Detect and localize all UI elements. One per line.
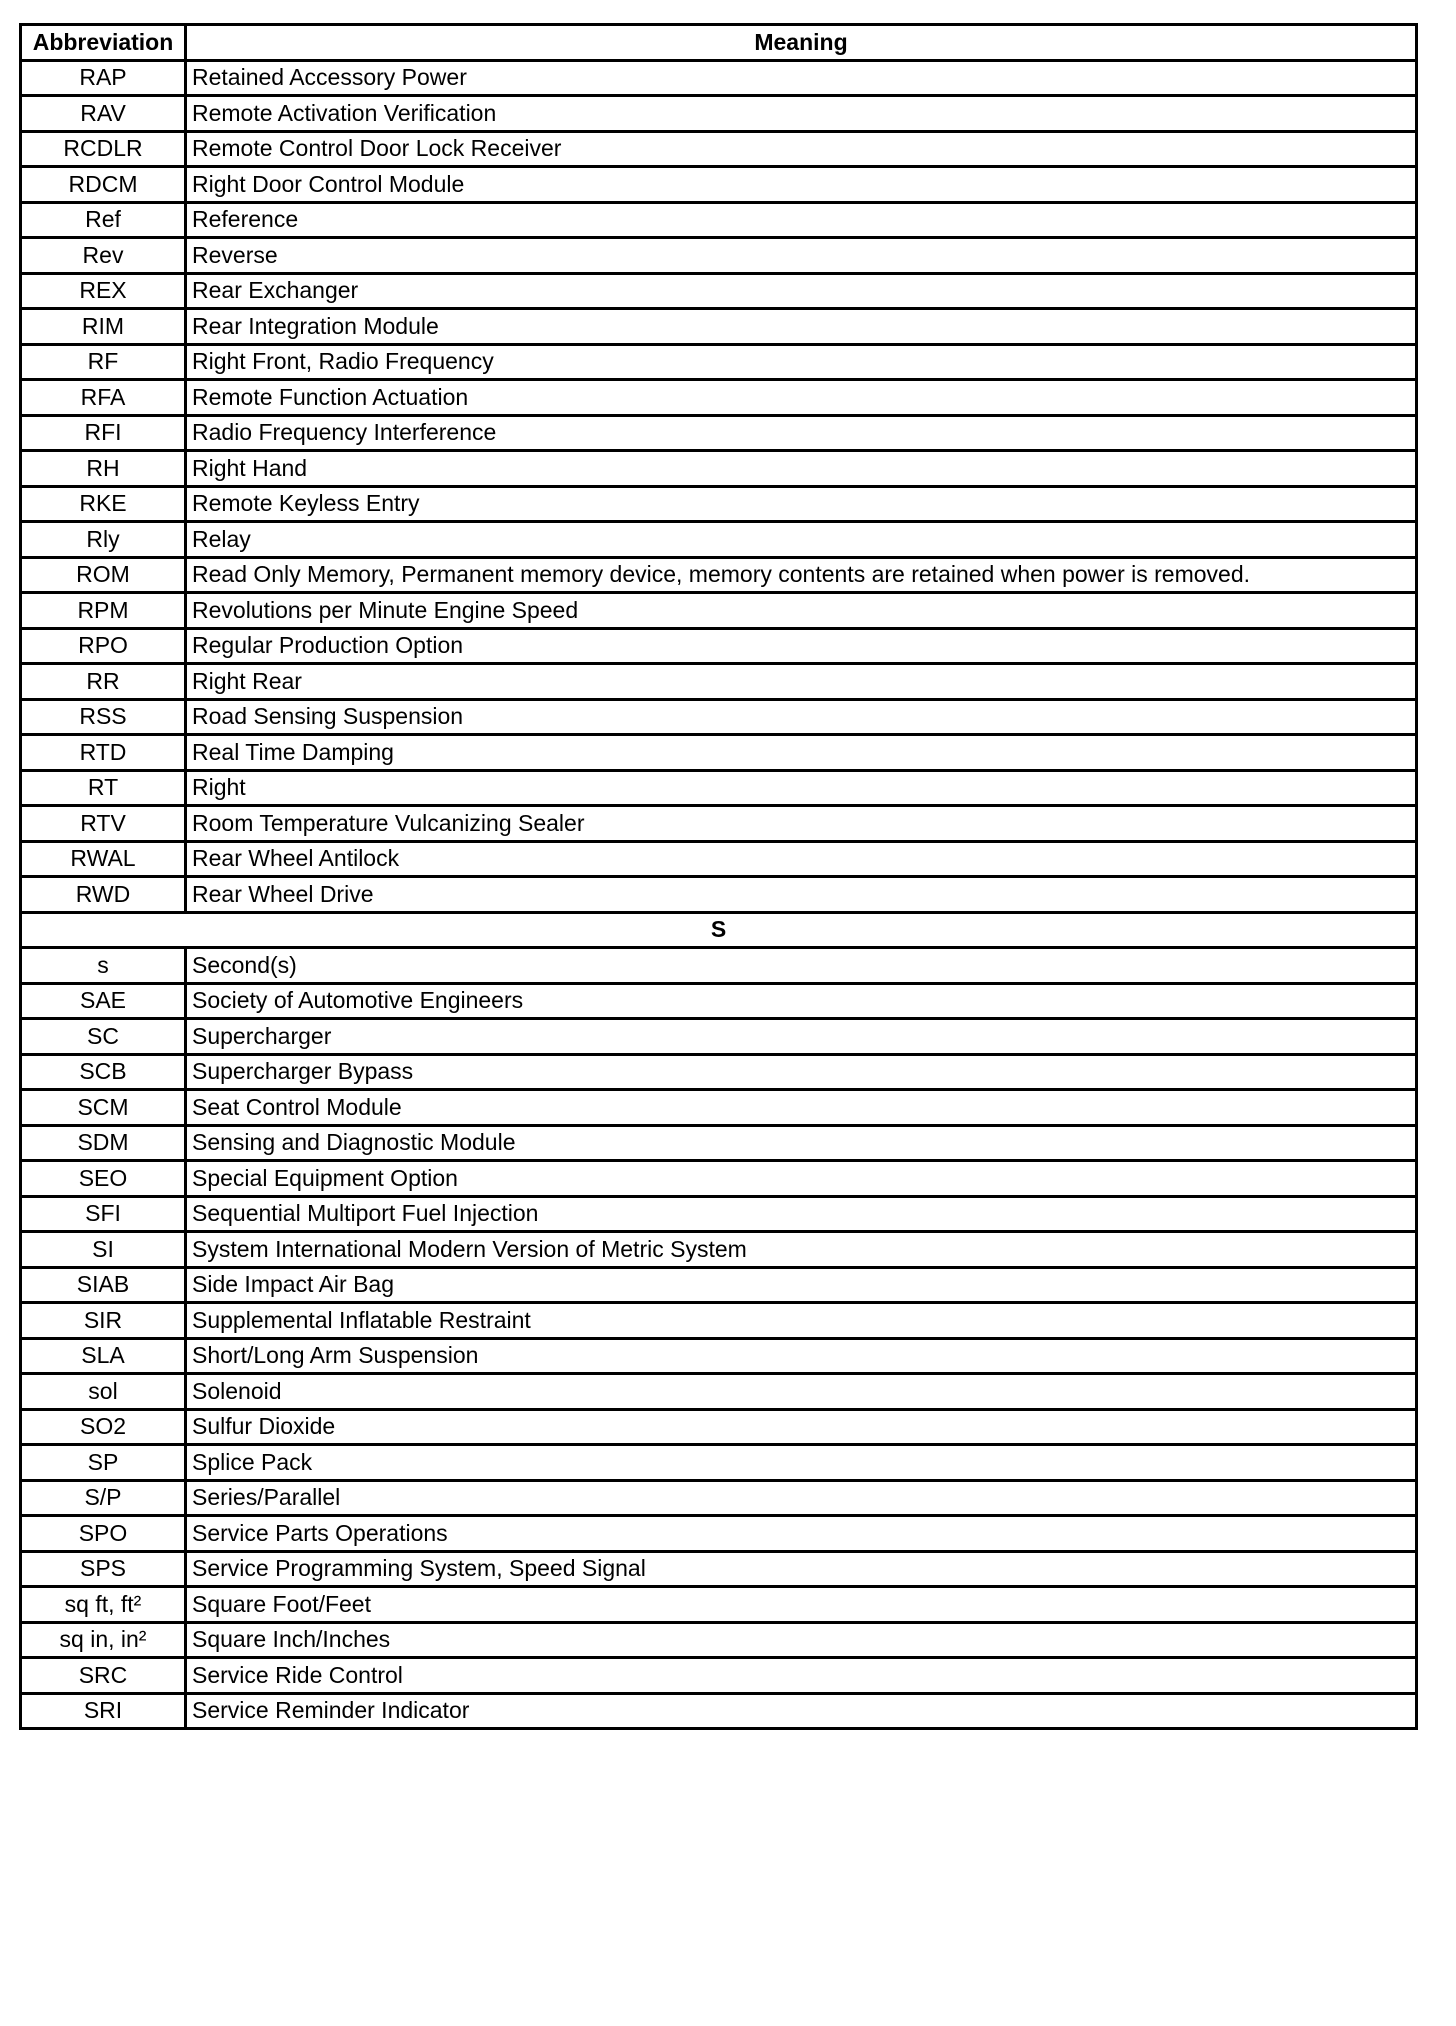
table-row xyxy=(21,1480,1417,1516)
abbreviation-cell: SDM xyxy=(21,1125,186,1161)
meaning-cell: Radio Frequency Interference xyxy=(186,415,1417,451)
meaning-cell: Side Impact Air Bag xyxy=(186,1267,1417,1303)
abbreviation-cell: RCDLR xyxy=(21,131,186,167)
abbreviation-cell: RTV xyxy=(21,806,186,842)
table-row xyxy=(21,1125,1417,1161)
meaning-cell: Supercharger Bypass xyxy=(186,1054,1417,1090)
meaning-cell: System International Modern Version of Metric System xyxy=(186,1232,1417,1268)
table-row xyxy=(21,593,1417,629)
abbreviation-cell: RAV xyxy=(21,96,186,132)
abbreviation-cell: RT xyxy=(21,770,186,806)
table-row xyxy=(21,96,1417,132)
table-row xyxy=(21,1019,1417,1055)
abbreviation-cell: Rly xyxy=(21,522,186,558)
abbreviation-cell: SIAB xyxy=(21,1267,186,1303)
table-row xyxy=(21,344,1417,380)
table-row xyxy=(21,1267,1417,1303)
abbreviation-cell: SO2 xyxy=(21,1409,186,1445)
meaning-cell: Sensing and Diagnostic Module xyxy=(186,1125,1417,1161)
abbreviation-cell: RDCM xyxy=(21,167,186,203)
abbreviation-table xyxy=(19,23,1418,1730)
table-row xyxy=(21,770,1417,806)
table-row xyxy=(21,1338,1417,1374)
section-row xyxy=(21,912,1417,948)
abbreviation-header: Abbreviation xyxy=(21,25,186,61)
meaning-cell: Rear Exchanger xyxy=(186,273,1417,309)
abbreviation-cell: SAE xyxy=(21,983,186,1019)
table-row xyxy=(21,948,1417,984)
abbreviation-cell: SI xyxy=(21,1232,186,1268)
table-row xyxy=(21,1054,1417,1090)
meaning-cell: Regular Production Option xyxy=(186,628,1417,664)
abbreviation-cell: ROM xyxy=(21,557,186,593)
meaning-cell: Series/Parallel xyxy=(186,1480,1417,1516)
meaning-cell: Supplemental Inflatable Restraint xyxy=(186,1303,1417,1339)
table-row xyxy=(21,415,1417,451)
meaning-cell: Special Equipment Option xyxy=(186,1161,1417,1197)
abbreviation-cell: SFI xyxy=(21,1196,186,1232)
meaning-cell: Remote Activation Verification xyxy=(186,96,1417,132)
table-row xyxy=(21,380,1417,416)
meaning-cell: Seat Control Module xyxy=(186,1090,1417,1126)
abbreviation-cell: SCB xyxy=(21,1054,186,1090)
meaning-cell: Reverse xyxy=(186,238,1417,274)
meaning-cell: Remote Control Door Lock Receiver xyxy=(186,131,1417,167)
abbreviation-cell: RF xyxy=(21,344,186,380)
table-row xyxy=(21,699,1417,735)
meaning-cell: Rear Wheel Antilock xyxy=(186,841,1417,877)
meaning-cell: Remote Function Actuation xyxy=(186,380,1417,416)
table-row xyxy=(21,273,1417,309)
table-row xyxy=(21,1303,1417,1339)
meaning-cell: Reference xyxy=(186,202,1417,238)
meaning-cell: Right Door Control Module xyxy=(186,167,1417,203)
meaning-cell: Real Time Damping xyxy=(186,735,1417,771)
table-row xyxy=(21,841,1417,877)
meaning-cell: Sequential Multiport Fuel Injection xyxy=(186,1196,1417,1232)
abbreviation-cell: RWAL xyxy=(21,841,186,877)
meaning-cell: Society of Automotive Engineers xyxy=(186,983,1417,1019)
meaning-cell: Road Sensing Suspension xyxy=(186,699,1417,735)
table-row xyxy=(21,1409,1417,1445)
meaning-cell: Square Inch/Inches xyxy=(186,1622,1417,1658)
table-row xyxy=(21,1161,1417,1197)
meaning-cell: Remote Keyless Entry xyxy=(186,486,1417,522)
meaning-cell: Splice Pack xyxy=(186,1445,1417,1481)
meaning-cell: Sulfur Dioxide xyxy=(186,1409,1417,1445)
table-row xyxy=(21,557,1417,593)
table-row xyxy=(21,1196,1417,1232)
table-row xyxy=(21,486,1417,522)
meaning-cell: Service Programming System, Speed Signal xyxy=(186,1551,1417,1587)
abbreviation-cell: SCM xyxy=(21,1090,186,1126)
abbreviation-cell: RSS xyxy=(21,699,186,735)
abbreviation-cell: SLA xyxy=(21,1338,186,1374)
table-body xyxy=(21,60,1417,1729)
table-row xyxy=(21,451,1417,487)
abbreviation-cell: SPS xyxy=(21,1551,186,1587)
table-row xyxy=(21,1551,1417,1587)
abbreviation-cell: RPM xyxy=(21,593,186,629)
table-row xyxy=(21,60,1417,96)
abbreviation-cell: SRC xyxy=(21,1658,186,1694)
table-row xyxy=(21,1232,1417,1268)
table-row xyxy=(21,1587,1417,1623)
table-row xyxy=(21,628,1417,664)
abbreviation-cell: S/P xyxy=(21,1480,186,1516)
table-row xyxy=(21,131,1417,167)
abbreviation-cell: RWD xyxy=(21,877,186,913)
abbreviation-cell: RAP xyxy=(21,60,186,96)
abbreviation-cell: RFA xyxy=(21,380,186,416)
table-row xyxy=(21,877,1417,913)
abbreviation-cell: SP xyxy=(21,1445,186,1481)
abbreviation-cell: sol xyxy=(21,1374,186,1410)
abbreviation-cell: Rev xyxy=(21,238,186,274)
meaning-cell: Room Temperature Vulcanizing Sealer xyxy=(186,806,1417,842)
table-row xyxy=(21,1445,1417,1481)
abbreviation-cell: SEO xyxy=(21,1161,186,1197)
abbreviation-cell: RKE xyxy=(21,486,186,522)
meaning-cell: Retained Accessory Power xyxy=(186,60,1417,96)
abbreviation-cell: Ref xyxy=(21,202,186,238)
meaning-cell: Right Hand xyxy=(186,451,1417,487)
header-row xyxy=(21,25,1417,61)
abbreviation-cell: RTD xyxy=(21,735,186,771)
meaning-cell: Right xyxy=(186,770,1417,806)
abbreviation-cell: RFI xyxy=(21,415,186,451)
table-row xyxy=(21,309,1417,345)
meaning-cell: Square Foot/Feet xyxy=(186,1587,1417,1623)
abbreviation-cell: sq in, in² xyxy=(21,1622,186,1658)
abbreviation-cell: SIR xyxy=(21,1303,186,1339)
abbreviation-cell: sq ft, ft² xyxy=(21,1587,186,1623)
meaning-cell: Rear Wheel Drive xyxy=(186,877,1417,913)
meaning-cell: Service Ride Control xyxy=(186,1658,1417,1694)
table-row xyxy=(21,1658,1417,1694)
meaning-header: Meaning xyxy=(186,25,1417,61)
abbreviation-cell: SC xyxy=(21,1019,186,1055)
meaning-cell: Service Parts Operations xyxy=(186,1516,1417,1552)
section-heading: S xyxy=(21,912,1417,948)
meaning-cell: Right Front, Radio Frequency xyxy=(186,344,1417,380)
table-row xyxy=(21,1516,1417,1552)
table-row xyxy=(21,202,1417,238)
abbreviation-cell: RH xyxy=(21,451,186,487)
table-row xyxy=(21,1622,1417,1658)
table-row xyxy=(21,167,1417,203)
meaning-cell: Second(s) xyxy=(186,948,1417,984)
meaning-cell: Service Reminder Indicator xyxy=(186,1693,1417,1729)
table-row xyxy=(21,1693,1417,1729)
table-row xyxy=(21,735,1417,771)
meaning-cell: Rear Integration Module xyxy=(186,309,1417,345)
meaning-cell: Revolutions per Minute Engine Speed xyxy=(186,593,1417,629)
abbreviation-cell: s xyxy=(21,948,186,984)
abbreviation-cell: RIM xyxy=(21,309,186,345)
meaning-cell: Right Rear xyxy=(186,664,1417,700)
table-row xyxy=(21,983,1417,1019)
table-row xyxy=(21,1090,1417,1126)
table-row xyxy=(21,238,1417,274)
table-row xyxy=(21,664,1417,700)
meaning-cell: Supercharger xyxy=(186,1019,1417,1055)
abbreviation-cell: RR xyxy=(21,664,186,700)
meaning-cell: Read Only Memory, Permanent memory device, memory contents are retained when power is removed. xyxy=(186,557,1417,593)
abbreviation-cell: SPO xyxy=(21,1516,186,1552)
abbreviation-cell: SRI xyxy=(21,1693,186,1729)
abbreviation-cell: RPO xyxy=(21,628,186,664)
meaning-cell: Solenoid xyxy=(186,1374,1417,1410)
table-row xyxy=(21,522,1417,558)
table-row xyxy=(21,1374,1417,1410)
table-row xyxy=(21,806,1417,842)
meaning-cell: Short/Long Arm Suspension xyxy=(186,1338,1417,1374)
meaning-cell: Relay xyxy=(186,522,1417,558)
abbreviation-cell: REX xyxy=(21,273,186,309)
